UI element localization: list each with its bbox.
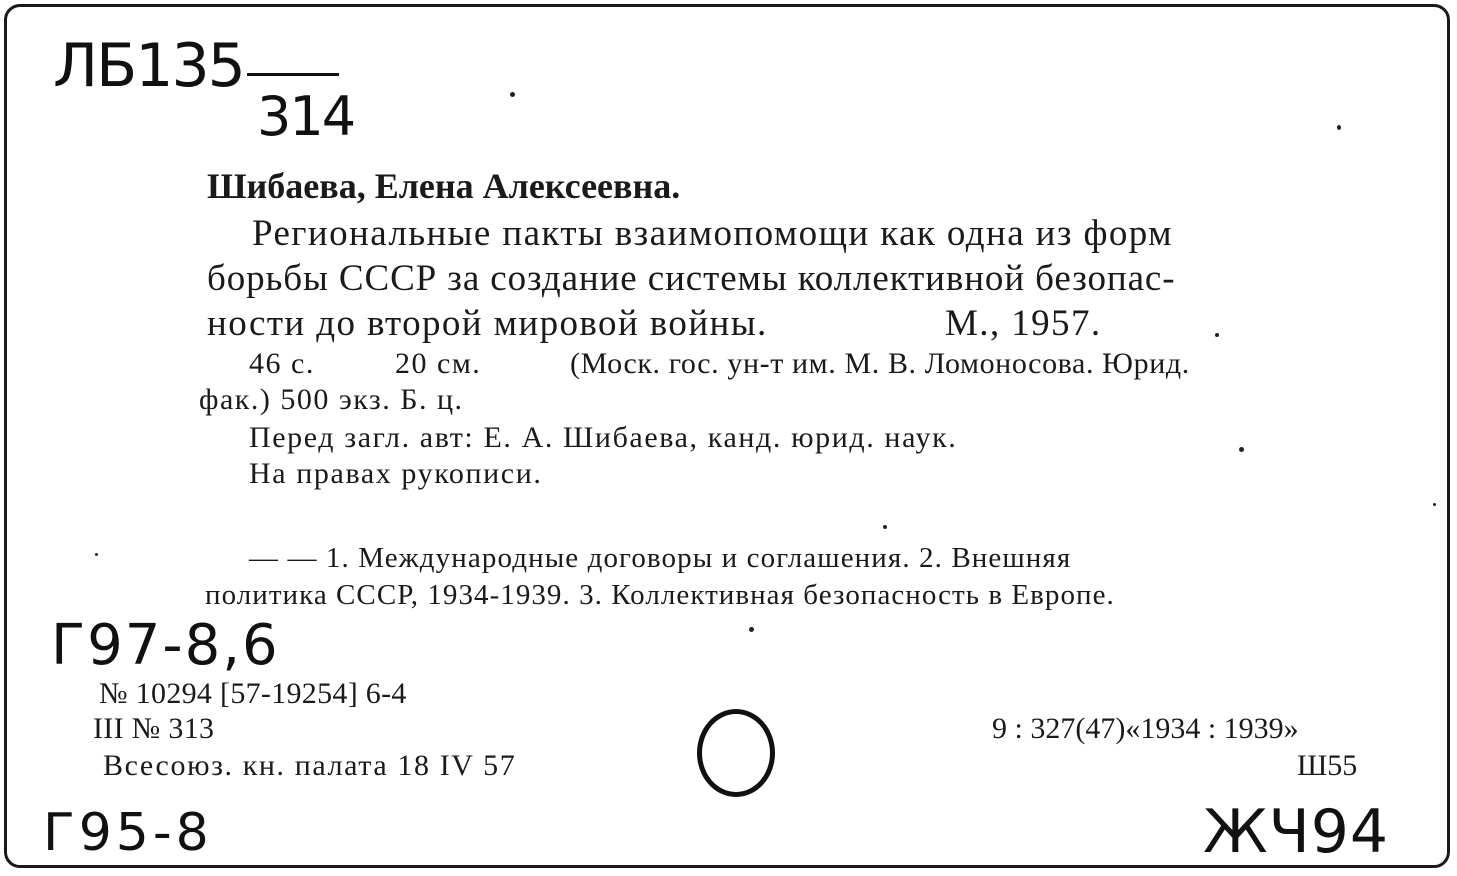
handwritten-code-1: Г97-8,6: [51, 613, 280, 678]
title-line-3: ности до второй мировой войны.: [207, 303, 768, 344]
speck: [749, 627, 754, 632]
size: 20 см.: [395, 347, 482, 380]
pages: 46 с.: [249, 347, 315, 380]
series: (Моск. гос. ун-т им. М. В. Ломоносова. Юрид.: [570, 347, 1190, 380]
shelf-mark-bottom: 314: [257, 85, 355, 148]
note-manuscript: На правах рукописи.: [249, 457, 543, 490]
note-author: Перед загл. авт: Е. А. Шибаева, канд. юрид. наук.: [249, 421, 958, 454]
speck: [95, 553, 98, 556]
registry-series: III № 313: [93, 712, 215, 745]
registry-chamber: Всесоюз. кн. палата 18 IV 57: [103, 749, 517, 782]
subjects-line-2: политика СССР, 1934-1939. 3. Коллективная безопасность в Европе.: [205, 579, 1115, 611]
series-continued: фак.) 500 экз. Б. ц.: [199, 383, 464, 416]
imprint: М., 1957.: [945, 303, 1102, 344]
author-heading: Шибаева, Елена Алексеевна.: [207, 166, 681, 206]
udc-number: 9 : 327(47)«1934 : 1939»: [992, 712, 1299, 745]
speck: [1239, 447, 1244, 452]
shelf-mark-rule: [247, 73, 339, 76]
speck: [1433, 503, 1436, 506]
title-line-2: борьбы СССР за создание системы коллективной безопас-: [207, 258, 1176, 299]
handwritten-code-2: Г95-8: [43, 803, 213, 863]
punch-hole: [697, 709, 775, 797]
registry-number: № 10294 [57-19254] 6-4: [99, 677, 407, 710]
speck: [510, 92, 515, 97]
catalog-card: [4, 4, 1450, 868]
speck: [1337, 125, 1341, 130]
title-line-1: Региональные пакты взаимопомощи как одна из форм: [252, 213, 1173, 254]
shelf-mark-top: ЛБ135: [53, 31, 244, 101]
speck: [883, 525, 887, 529]
author-mark: Ш55: [1297, 749, 1358, 782]
subjects-line-1: — — 1. Международные договоры и соглашения. 2. Внешняя: [249, 542, 1072, 574]
handwritten-code-3: ЖЧ94: [1203, 797, 1390, 867]
speck: [1215, 333, 1219, 337]
